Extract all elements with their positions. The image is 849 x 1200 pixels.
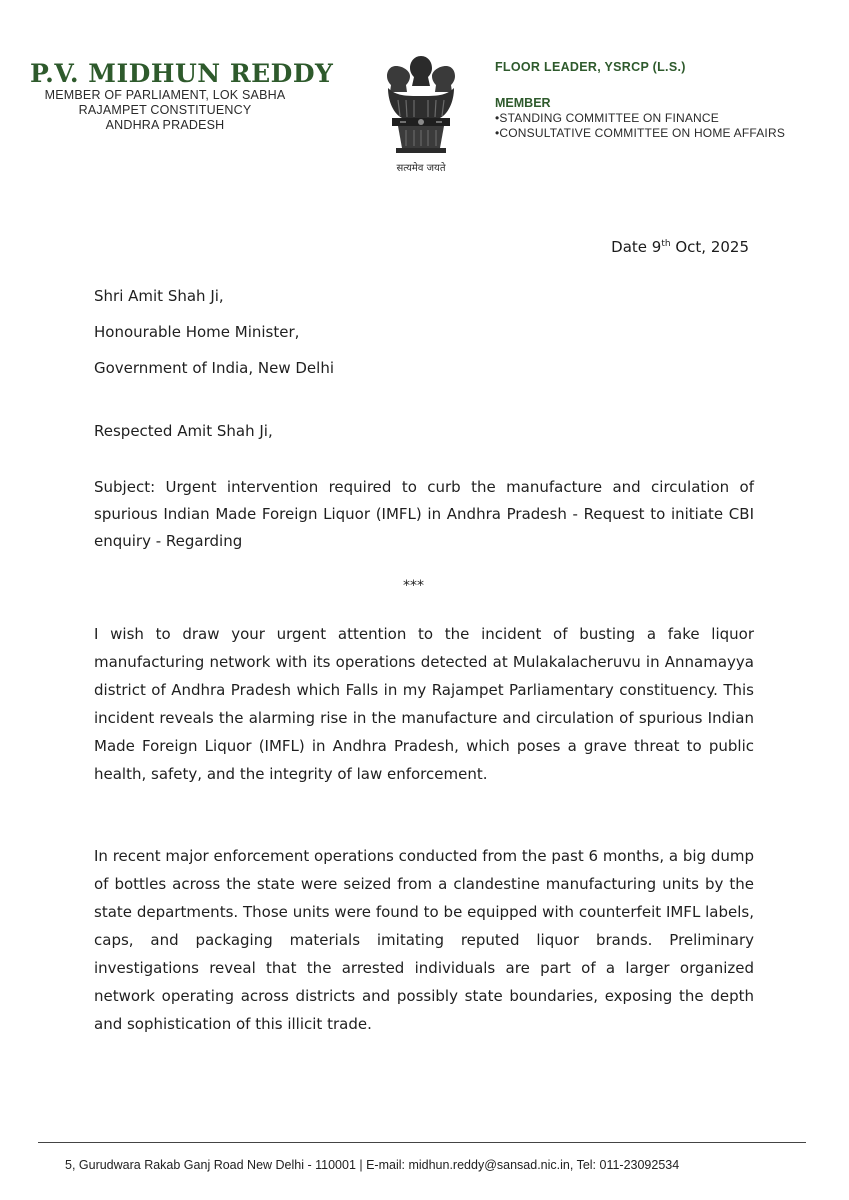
floor-leader-title: FLOOR LEADER, YSRCP (L.S.) (495, 60, 686, 74)
sender-constituency-line: RAJAMPET CONSTITUENCY (78, 103, 252, 117)
footer-divider (38, 1142, 806, 1143)
letter-date (611, 238, 749, 256)
addressee-name: Shri Amit Shah Ji, (94, 287, 224, 305)
subject-line: Subject: Urgent intervention required to curb the manufacture and circulation of spurious Indian Made Foreign Liquor (IMFL) in Andhra Pradesh - Request to initiate CBI enquiry - Regarding (94, 478, 754, 550)
member-label: MEMBER (495, 96, 551, 110)
body-paragraph: I wish to draw your urgent attention to the incident of busting a fake liquor manufacturing network with its operations detected at Mulakalacheruvu in Annamayya district of Andhra Pradesh which Falls in my Rajampet Parliamentary constituency. This incident reveals the alarming rise in the manufacture and circulation of spurious Indian Made Foreign Liquor (IMFL) in Andhra Pradesh, which poses a grave threat to public health, safety, and the integrity of law enforcement. (94, 625, 754, 783)
section-separator: *** (403, 578, 424, 594)
date-prefix: Date 9 (611, 238, 662, 256)
committee-home-affairs: •CONSULTATIVE COMMITTEE ON HOME AFFAIRS (495, 126, 786, 140)
sender-state-line: ANDHRA PRADESH (105, 118, 225, 132)
lion-capital-icon (376, 52, 466, 160)
letterhead-sender (30, 60, 350, 133)
letterhead-roles (495, 60, 825, 141)
date-rest: Oct, 2025 (670, 238, 749, 256)
body-paragraph: In recent major enforcement operations conducted from the past 6 months, a big dump of bottles across the state were seized from a clandestine manufacturing units by the state departments. Those units were found to be equipped with counterfeit IMFL labels, caps, and packaging materials imitating reputed liquor brands. Preliminary investigations reveal that the arrested individuals are part of a larger organized network operating across districts and possibly state boundaries, exposing the depth and sophistication of this illicit trade. (94, 847, 754, 1033)
footer-contact: 5, Gurudwara Rakab Ganj Road New Delhi - 110001 | E-mail: midhun.reddy@sansad.nic.in, Tel: 011-23092534 (65, 1158, 680, 1172)
date-ordinal-suffix: th (661, 239, 671, 249)
addressee-organization: Government of India, New Delhi (94, 359, 334, 377)
sender-title-line: MEMBER OF PARLIAMENT, LOK SABHA (44, 88, 286, 102)
emblem-motto: सत्यमेव जयते (396, 163, 446, 174)
salutation: Respected Amit Shah Ji, (94, 422, 273, 440)
addressee-title: Honourable Home Minister, (94, 323, 300, 341)
sender-name: P.V. MIDHUN REDDY (30, 59, 334, 88)
addressee-block (94, 278, 334, 386)
national-emblem (376, 52, 466, 180)
committee-finance: •STANDING COMMITTEE ON FINANCE (495, 111, 719, 125)
